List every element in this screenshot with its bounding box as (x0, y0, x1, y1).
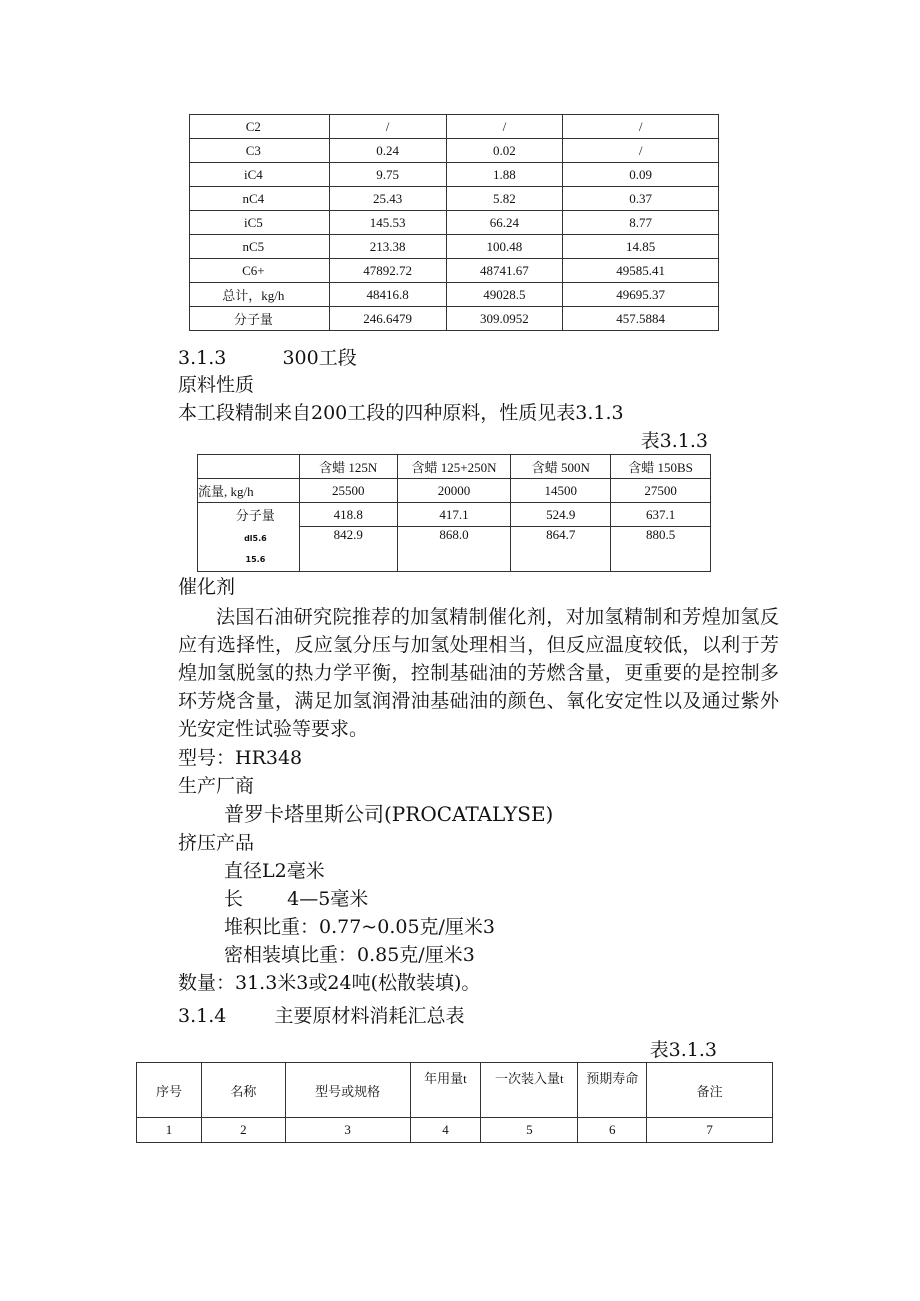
section-title: 主要原材料消耗汇总表 (274, 1005, 465, 1027)
col-header: 名称 (201, 1063, 285, 1118)
table-row (190, 307, 719, 331)
length-label: 长 (224, 888, 244, 910)
maker-name: 普罗卡塔里斯公司(PROCATALYSE) (224, 802, 554, 826)
cell: 47892.72 (329, 259, 446, 283)
row-label: nC4 (190, 187, 330, 211)
cell: 49695.37 (563, 283, 719, 307)
diameter: 直径L2毫米 (224, 860, 325, 882)
table-material-consumption (136, 1062, 773, 1143)
cell: 880.5 (611, 527, 711, 572)
cell: 9.75 (329, 163, 446, 187)
raw-props-text: 本工段精制来自200工段的四种原料，性质见表3.1.3 (178, 402, 624, 424)
catalyst-quantity: 数量：31.3米3或24吨(松散装填)。 (178, 972, 481, 994)
row-label-mw: 分子量 (198, 503, 300, 527)
cell: 14.85 (563, 235, 719, 259)
cell: 457.5884 (563, 307, 719, 331)
col-header: 预期寿命 (578, 1063, 647, 1118)
length-row (224, 886, 368, 912)
section-number: 3.1.4 (178, 1005, 227, 1027)
cell: 6 (578, 1118, 647, 1143)
col-header: 年用量t (410, 1063, 481, 1118)
cell: 213.38 (329, 235, 446, 259)
row-label: iC5 (190, 211, 330, 235)
cell: 0.37 (563, 187, 719, 211)
raw-props-heading: 原料性质 (178, 374, 255, 396)
cell: / (563, 115, 719, 139)
cell: 1.88 (446, 163, 563, 187)
col-header: 含蜡 150BS (611, 455, 711, 479)
corner-cell (198, 455, 300, 479)
cell: 25.43 (329, 187, 446, 211)
table-row (190, 235, 719, 259)
section-number: 3.1.3 (178, 347, 227, 369)
col-header: 备注 (647, 1063, 773, 1118)
table-row (190, 283, 719, 307)
cell: 25500 (299, 479, 397, 503)
cell: 20000 (397, 479, 511, 503)
cell: 3 (285, 1118, 410, 1143)
maker-label: 生产厂商 (178, 775, 255, 797)
cell: 8.77 (563, 211, 719, 235)
cell: / (329, 115, 446, 139)
table-row (190, 211, 719, 235)
cell: 524.9 (511, 503, 611, 527)
cell: 5 (481, 1118, 578, 1143)
dense-density: 密相装填比重：0.85克/厘米3 (224, 944, 475, 966)
table-row (190, 187, 719, 211)
cell: 864.7 (511, 527, 611, 572)
cell: 1 (137, 1118, 202, 1143)
table3-caption: 表3.1.3 (649, 1039, 717, 1061)
table-row (190, 139, 719, 163)
col-header: 型号或规格 (285, 1063, 410, 1118)
row-label: 总计，kg/h (190, 283, 330, 307)
extrusion-label: 挤压产品 (178, 832, 255, 854)
density-label-top: dl5.6 (244, 533, 267, 543)
bulk-density: 堆积比重：0.77~0.05克/厘米3 (224, 916, 496, 938)
catalyst-heading: 催化剂 (178, 576, 236, 598)
row-label: nC5 (190, 235, 330, 259)
cell: 637.1 (611, 503, 711, 527)
row-label: 分子量 (190, 307, 330, 331)
table-gas-composition (189, 114, 719, 331)
cell: 4 (410, 1118, 481, 1143)
col-header: 一次装入量t (481, 1063, 578, 1118)
cell: 27500 (611, 479, 711, 503)
section-heading-313 (178, 345, 357, 371)
catalyst-paragraph: 法国石油研究院推荐的加氢精制催化剂，对加氢精制和芳煌加氢反应有选择性，反应氢分压与加氢处理相当，但反应温度较低，以利于芳煌加氢脱氢的热力学平衡，控制基础油的芳燃含量，更重要的是控制多环芳烧含量，满足加氢润滑油基础油的颜色、氧化安定性以及通过紫外光安定性试验等要求。 (178, 606, 779, 740)
table-row (190, 115, 719, 139)
cell: 145.53 (329, 211, 446, 235)
col-header: 含蜡 500N (511, 455, 611, 479)
cell: 2 (201, 1118, 285, 1143)
cell: 842.9 (299, 527, 397, 572)
cell: / (446, 115, 563, 139)
cell: 14500 (511, 479, 611, 503)
section-title: 300工段 (282, 347, 357, 369)
row-label: C2 (190, 115, 330, 139)
row-label: C6+ (190, 259, 330, 283)
cell: 246.6479 (329, 307, 446, 331)
col-header: 含蜡 125N (299, 455, 397, 479)
cell: 100.48 (446, 235, 563, 259)
cell: 0.09 (563, 163, 719, 187)
row-label: C3 (190, 139, 330, 163)
cell: 5.82 (446, 187, 563, 211)
cell: 0.02 (446, 139, 563, 163)
cell: 48416.8 (329, 283, 446, 307)
row-label-density (198, 527, 300, 572)
cell: 418.8 (299, 503, 397, 527)
cell: 309.0952 (446, 307, 563, 331)
cell: 0.24 (329, 139, 446, 163)
table2-caption: 表3.1.3 (640, 430, 708, 452)
catalyst-model: 型号：HR348 (178, 747, 303, 769)
table-feed-properties (197, 454, 711, 572)
cell: / (563, 139, 719, 163)
cell: 7 (647, 1118, 773, 1143)
cell: 49028.5 (446, 283, 563, 307)
col-header: 含蜡 125+250N (397, 455, 511, 479)
table-row (190, 259, 719, 283)
cell: 66.24 (446, 211, 563, 235)
section-heading-314 (178, 1003, 464, 1029)
row-label: iC4 (190, 163, 330, 187)
density-label-bottom: 15.6 (245, 554, 266, 564)
col-header: 序号 (137, 1063, 202, 1118)
table-row (190, 163, 719, 187)
cell: 868.0 (397, 527, 511, 572)
row-label-flow: 流量, kg/h (198, 479, 300, 503)
cell: 49585.41 (563, 259, 719, 283)
cell: 417.1 (397, 503, 511, 527)
cell: 48741.67 (446, 259, 563, 283)
length-value: 4—5毫米 (287, 888, 369, 910)
